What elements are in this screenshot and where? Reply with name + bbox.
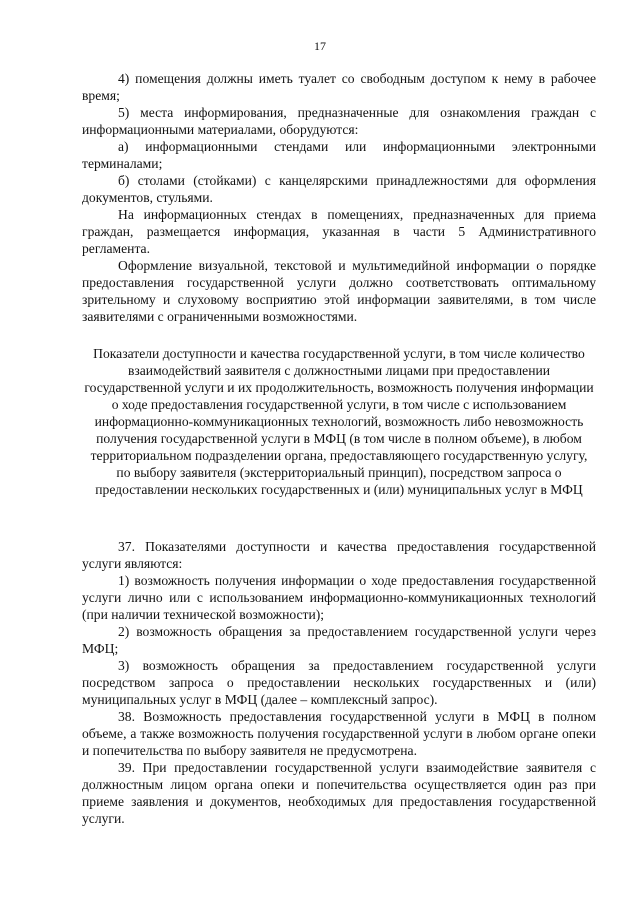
paragraph-visual-information: Оформление визуальной, текстовой и мультимедийной информации о порядке предоставления государственной услуги должно соответствовать оптимальному зрительному и слуховому восприятию этой информации заявителями, в том числе заявителями с ограниченными возможностями.: [82, 258, 596, 324]
paragraph-38: 38. Возможность предоставления государственной услуги в МФЦ в полном объеме, а также возможность получения государственной услуги в любом органе опеки и попечительства по выбору заявителя не предусмотрена.: [82, 709, 596, 758]
paragraph-37-item-1: 1) возможность получения информации о ходе предоставления государственной услуги лично или с использованием информационно-коммуникационных технологий (при наличии технической возможности);: [82, 573, 596, 622]
paragraph-info-places: 5) места информирования, предназначенные для ознакомления граждан с информационными материалами, оборудуются:: [82, 105, 596, 137]
paragraph-info-stands: а) информационными стендами или информационными электронными терминалами;: [82, 139, 596, 171]
page-number: 17: [314, 39, 326, 53]
section-heading: Показатели доступности и качества государственной услуги, в том числе количество взаимодействий заявителя с должностными лицами при предоставлении государственной услуги и их продолжительность, возможность получения информации о ходе предоставления государственной услуги, в том числе с использованием информационно-коммуникационных технологий, возможность либо невозможность получения государственной услуги в МФЦ (в том числе в полном объеме), в любом территориальном подразделении органа, предоставляющего государственную услугу, по выбору заявителя (экстерриториальный принцип), посредством запроса о предоставлении нескольких государственных и (или) муниципальных услуг в МФЦ: [84, 346, 594, 497]
paragraph-37-item-2: 2) возможность обращения за предоставлением государственной услуги через МФЦ;: [82, 624, 596, 656]
paragraph-stand-information: На информационных стендах в помещениях, предназначенных для приема граждан, размещается информация, указанная в части 5 Административного регламента.: [82, 207, 596, 256]
paragraph-tables: б) столами (стойками) с канцелярскими принадлежностями для оформления документов, стульями.: [82, 173, 596, 205]
requirements-section: [82, 70, 596, 325]
paragraph-toilet: 4) помещения должны иметь туалет со свободным доступом к нему в рабочее время;: [82, 71, 596, 103]
paragraph-37: 37. Показателями доступности и качества предоставления государственной услуги являются:: [82, 539, 596, 571]
indicators-section: [82, 538, 596, 827]
paragraph-37-item-3: 3) возможность обращения за предоставлением государственной услуги посредством запроса о предоставлении нескольких государственных и (или) муниципальных услуг в МФЦ (далее – комплексный запрос).: [82, 658, 596, 707]
paragraph-39: 39. При предоставлении государственной услуги взаимодействие заявителя с должностным лицом органа опеки и попечительства осуществляется один раз при приеме заявления и документов, необходимых для предоставления государственной услуги.: [82, 760, 596, 826]
